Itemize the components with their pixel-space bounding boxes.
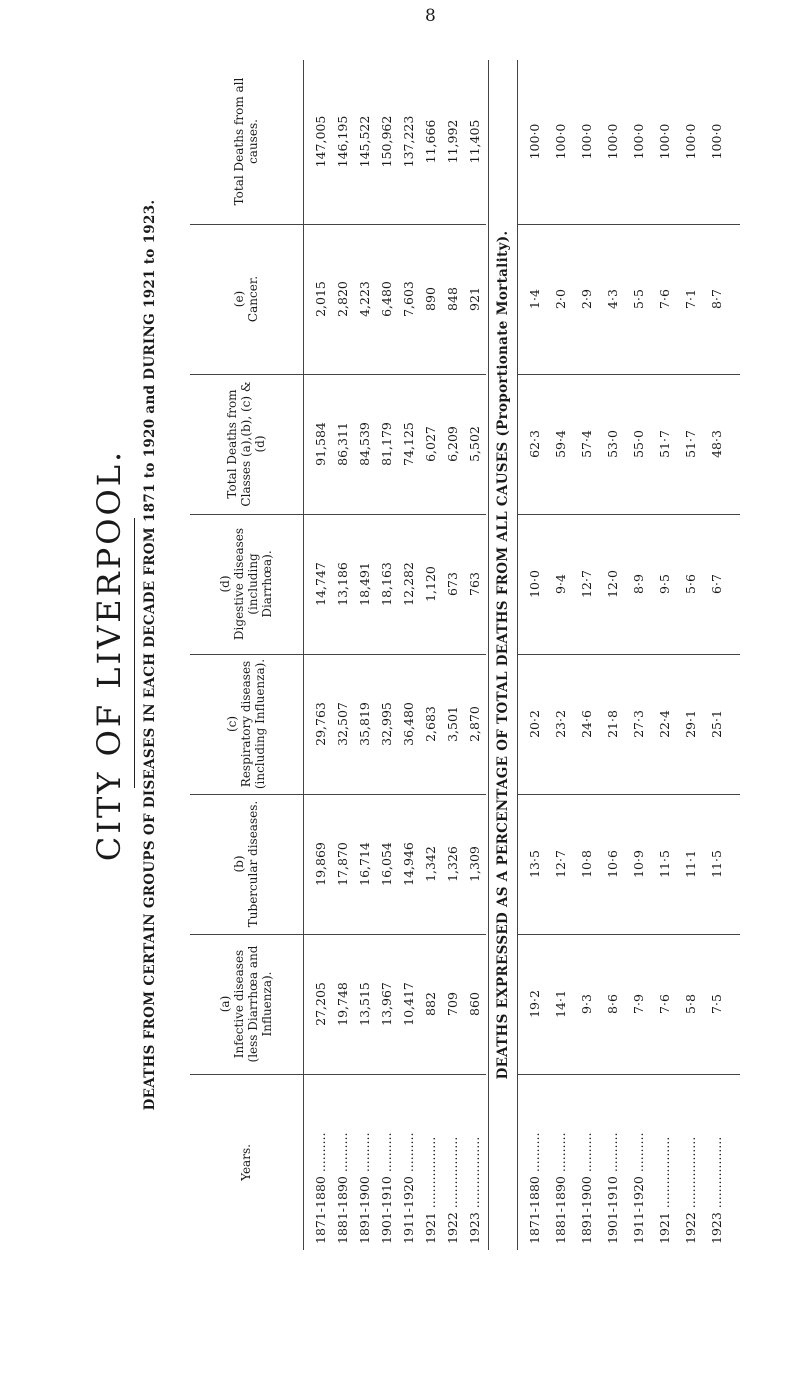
header-infective-label: Infective diseases (less Diarrhœa and Influenza). [232, 945, 274, 1063]
cell-d: 18,491 [357, 562, 372, 606]
pct-cell-a: 7·9 [631, 994, 646, 1014]
cell-a: 13,967 [379, 982, 394, 1026]
pct-cell-b: 11·1 [683, 850, 698, 878]
pct-cell-a: 7·6 [657, 994, 672, 1014]
header-cancer-letter: (e) [232, 290, 246, 308]
pct-cell-c: 27·3 [631, 710, 646, 738]
pct-cell-years: 1881-1890 .......... [553, 1132, 568, 1244]
pct-col-tubercular [518, 794, 740, 935]
absolute-deaths-table [190, 60, 486, 1250]
pct-cell-cancer: 5·5 [631, 289, 646, 309]
pct-col-infective [518, 934, 740, 1075]
cell-b: 14,946 [401, 842, 416, 886]
pct-cell-d: 9·5 [657, 574, 672, 594]
header-digestive-label: Digestive diseases (including Diarrhœa). [232, 527, 274, 641]
header-cancer-label: Cancer. [246, 275, 260, 323]
cell-d: 1,120 [423, 566, 438, 602]
cell-total-all: 137,223 [401, 115, 416, 168]
header-infective-letter: (a) [218, 995, 232, 1013]
cell-total-all: 11,992 [445, 119, 460, 164]
pct-cell-d: 9·4 [553, 574, 568, 594]
pct-cell-b: 11·5 [657, 850, 672, 878]
cell-total-abcd: 5,502 [467, 426, 482, 462]
cell-years: 1923 .................. [467, 1136, 482, 1244]
cell-years: 1911-1920 .......... [401, 1132, 416, 1244]
cell-a: 860 [467, 992, 482, 1016]
cell-b: 19,869 [313, 842, 328, 886]
cell-c: 3,501 [445, 706, 460, 742]
cell-cancer: 921 [467, 287, 482, 311]
header-respiratory-letter: (c) [225, 715, 239, 733]
pct-cell-total-all: 100·0 [579, 123, 594, 160]
header-digestive [196, 514, 296, 654]
pct-cell-cancer: 4·3 [605, 289, 620, 309]
pct-cell-d: 12·0 [605, 570, 620, 598]
pct-cell-d: 8·9 [631, 574, 646, 594]
pct-cell-c: 24·6 [579, 710, 594, 738]
pct-col-digestive [518, 514, 740, 655]
pct-cell-a: 9·3 [579, 994, 594, 1014]
page-number: 8 [425, 6, 436, 26]
pct-cell-b: 11·5 [709, 850, 724, 878]
pct-col-respiratory [518, 654, 740, 795]
header-years: Years. [239, 1144, 253, 1181]
cell-total-abcd: 74,125 [401, 422, 416, 466]
col-infective [190, 934, 486, 1075]
cell-a: 10,417 [401, 982, 416, 1026]
pct-cell-cancer: 8·7 [709, 289, 724, 309]
header-tubercular-letter: (b) [232, 855, 246, 873]
pct-cell-total-abcd: 53·0 [605, 430, 620, 458]
cell-total-abcd: 6,027 [423, 426, 438, 462]
pct-cell-years: 1923 .................. [709, 1136, 724, 1244]
pct-cell-a: 14·1 [553, 990, 568, 1018]
pct-cell-total-abcd: 57·4 [579, 430, 594, 458]
cell-a: 13,515 [357, 982, 372, 1026]
cell-cancer: 6,480 [379, 281, 394, 317]
pct-cell-b: 12·7 [553, 850, 568, 878]
col-respiratory [190, 654, 486, 795]
pct-col-years [518, 1075, 740, 1250]
pct-cell-c: 21·8 [605, 710, 620, 738]
pct-col-cancer [518, 224, 740, 375]
cell-cancer: 2,820 [335, 281, 350, 317]
header-total-abcd: Total Deaths from Classes (a),(b), (c) & (d) [225, 381, 267, 507]
cell-years: 1881-1890 .......... [335, 1132, 350, 1244]
pct-cell-years: 1911-1920 .......... [631, 1132, 646, 1244]
cell-b: 17,870 [335, 842, 350, 886]
cell-c: 32,995 [379, 702, 394, 746]
pct-cell-total-all: 100·0 [553, 123, 568, 160]
cell-total-abcd: 81,179 [379, 422, 394, 466]
cell-total-all: 147,005 [313, 115, 328, 168]
cell-a: 19,748 [335, 982, 350, 1026]
pct-cell-cancer: 1·4 [527, 289, 542, 309]
cell-b: 16,054 [379, 842, 394, 886]
cell-b: 1,326 [445, 846, 460, 882]
table-subtitle: DEATHS FROM CERTAIN GROUPS OF DISEASES IN EACH DECADE FROM 1871 to 1920 and DURING 1921 to 1923. [142, 199, 158, 1111]
pct-cell-years: 1871-1880 .......... [527, 1132, 542, 1244]
cell-c: 2,683 [423, 706, 438, 742]
cell-d: 673 [445, 572, 460, 596]
cell-d: 18,163 [379, 562, 394, 606]
pct-cell-b: 10·6 [605, 850, 620, 878]
header-infective [196, 934, 296, 1074]
pct-cell-total-abcd: 55·0 [631, 430, 646, 458]
pct-cell-cancer: 7·1 [683, 289, 698, 309]
cell-years: 1871-1880 .......... [313, 1132, 328, 1244]
pct-cell-c: 20·2 [527, 710, 542, 738]
header-tubercular-label: Tubercular diseases. [246, 800, 260, 928]
pct-cell-d: 12·7 [579, 570, 594, 598]
header-cancer [196, 224, 296, 374]
cell-c: 32,507 [335, 702, 350, 746]
pct-cell-b: 10·9 [631, 850, 646, 878]
pct-cell-c: 22·4 [657, 710, 672, 738]
pct-cell-d: 10·0 [527, 570, 542, 598]
col-total-all [190, 59, 486, 225]
pct-cell-a: 19·2 [527, 990, 542, 1018]
cell-d: 14,747 [313, 562, 328, 606]
pct-cell-cancer: 2·0 [553, 289, 568, 309]
percentage-table [488, 60, 740, 1250]
col-cancer [190, 224, 486, 375]
pct-cell-cancer: 7·6 [657, 289, 672, 309]
header-total-all: Total Deaths from all causes. [232, 77, 260, 206]
col-tubercular [190, 794, 486, 935]
cell-total-abcd: 6,209 [445, 426, 460, 462]
cell-years: 1891-1900 .......... [357, 1132, 372, 1244]
percentage-title: DEATHS EXPRESSED AS A PERCENTAGE OF TOTAL DEATHS FROM ALL CAUSES (Proportionate Mortality). [495, 230, 511, 1080]
cell-total-abcd: 84,539 [357, 422, 372, 466]
pct-cell-c: 29·1 [683, 710, 698, 738]
cell-years: 1922 .................. [445, 1136, 460, 1244]
cell-cancer: 890 [423, 287, 438, 311]
pct-cell-b: 10·8 [579, 850, 594, 878]
cell-years: 1921 .................. [423, 1136, 438, 1244]
percentage-top-rule [488, 60, 489, 1250]
pct-cell-years: 1921 .................. [657, 1136, 672, 1244]
pct-cell-total-abcd: 59·4 [553, 430, 568, 458]
cell-total-abcd: 91,584 [313, 422, 328, 466]
cell-cancer: 7,603 [401, 281, 416, 317]
cell-years: 1901-1910 .......... [379, 1132, 394, 1244]
pct-cell-total-all: 100·0 [683, 123, 698, 160]
pct-cell-total-all: 100·0 [709, 123, 724, 160]
pct-cell-b: 13·5 [527, 850, 542, 878]
cell-c: 29,763 [313, 702, 328, 746]
cell-total-all: 11,405 [467, 119, 482, 164]
pct-cell-total-abcd: 51·7 [657, 430, 672, 458]
cell-b: 1,309 [467, 846, 482, 882]
pct-cell-d: 5·6 [683, 574, 698, 594]
cell-d: 12,282 [401, 562, 416, 606]
pct-cell-total-all: 100·0 [631, 123, 646, 160]
cell-total-all: 145,522 [357, 115, 372, 168]
cell-a: 709 [445, 992, 460, 1016]
header-digestive-letter: (d) [218, 575, 232, 593]
pct-cell-total-all: 100·0 [605, 123, 620, 160]
cell-a: 27,205 [313, 982, 328, 1026]
pct-cell-cancer: 2·9 [579, 289, 594, 309]
cell-cancer: 4,223 [357, 281, 372, 317]
main-title: CITY OF LIVERPOOL. [90, 448, 128, 862]
pct-cell-a: 7·5 [709, 994, 724, 1014]
pct-cell-c: 25·1 [709, 710, 724, 738]
pct-cell-a: 5·8 [683, 994, 698, 1014]
pct-cell-c: 23·2 [553, 710, 568, 738]
pct-cell-years: 1891-1900 .......... [579, 1132, 594, 1244]
pct-cell-a: 8·6 [605, 994, 620, 1014]
pct-cell-total-abcd: 62·3 [527, 430, 542, 458]
pct-cell-d: 6·7 [709, 574, 724, 594]
pct-cell-total-abcd: 51·7 [683, 430, 698, 458]
pct-cell-total-all: 100·0 [527, 123, 542, 160]
pct-col-total-all [518, 59, 740, 225]
cell-total-all: 11,666 [423, 119, 438, 164]
cell-d: 763 [467, 572, 482, 596]
cell-total-all: 146,195 [335, 115, 350, 168]
cell-c: 36,480 [401, 702, 416, 746]
col-years [190, 1075, 486, 1250]
title-underline [134, 518, 135, 788]
header-respiratory-label: Respiratory diseases (including Influenza). [239, 658, 267, 790]
col-digestive [190, 514, 486, 655]
cell-d: 13,186 [335, 562, 350, 606]
rotated-page [90, 60, 740, 1250]
cell-cancer: 848 [445, 287, 460, 311]
pct-cell-years: 1922 .................. [683, 1136, 698, 1244]
cell-total-all: 150,962 [379, 115, 394, 168]
pct-col-total-abcd [518, 374, 740, 515]
cell-c: 2,870 [467, 706, 482, 742]
cell-cancer: 2,015 [313, 281, 328, 317]
col-total-abcd [190, 374, 486, 515]
pct-cell-total-all: 100·0 [657, 123, 672, 160]
cell-b: 16,714 [357, 842, 372, 886]
pct-cell-total-abcd: 48·3 [709, 430, 724, 458]
cell-b: 1,342 [423, 846, 438, 882]
pct-cell-years: 1901-1910 .......... [605, 1132, 620, 1244]
cell-a: 882 [423, 992, 438, 1016]
header-tubercular [196, 794, 296, 934]
cell-c: 35,819 [357, 702, 372, 746]
header-respiratory [196, 654, 296, 794]
cell-total-abcd: 86,311 [335, 422, 350, 466]
